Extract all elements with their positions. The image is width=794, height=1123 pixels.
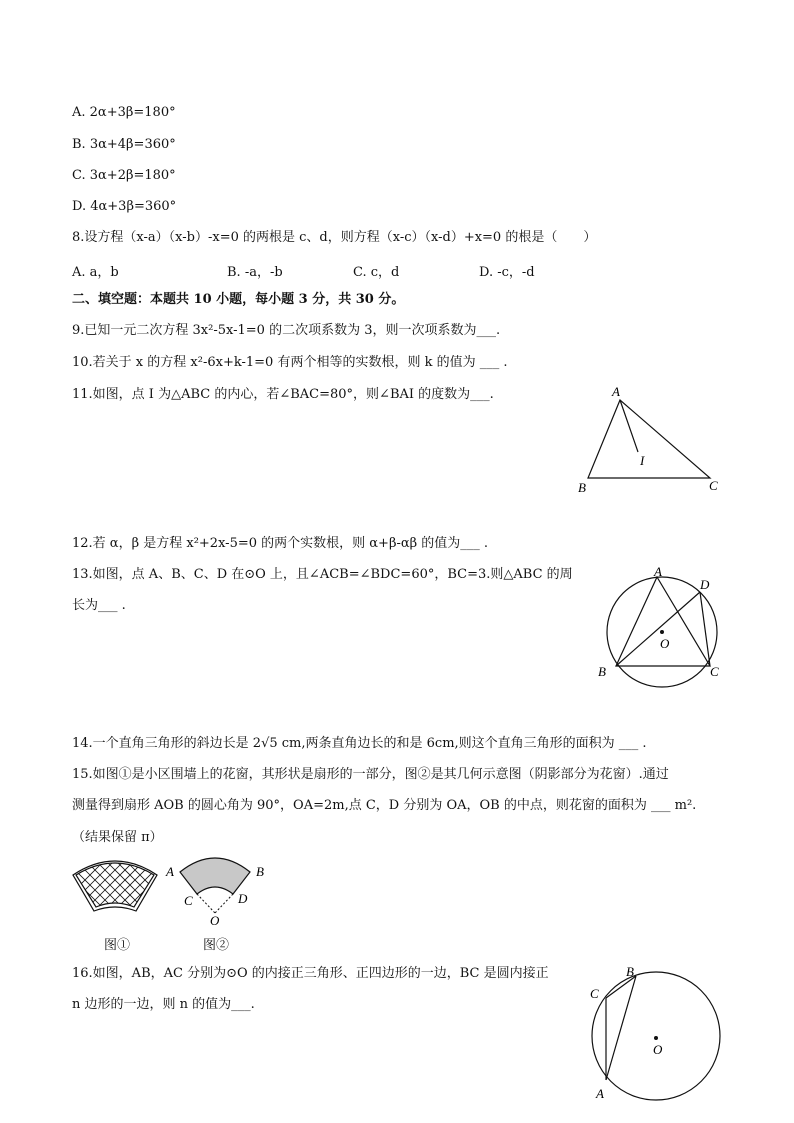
q11-label-i: I	[640, 453, 645, 468]
q15-label-d: D	[238, 891, 248, 906]
q8-option-d: D. -c，-d	[479, 265, 535, 280]
option-a: A. 2α+3β=180°	[72, 105, 176, 120]
q11-label-b: B	[578, 480, 586, 495]
q15-sector-figure	[162, 848, 272, 928]
q15-lattice-figure	[70, 855, 160, 915]
q13-label-a: A	[654, 564, 662, 579]
option-c: C. 3α+2β=180°	[72, 168, 176, 183]
q13-circle-figure	[592, 562, 732, 692]
q13-line2: 长为___ .	[72, 598, 126, 613]
q9-text: 9.已知一元二次方程 3x²-5x-1=0 的二次项系数为 3，则一次项系数为___.	[72, 323, 501, 338]
q11-label-a: A	[612, 384, 620, 399]
q16-label-c: C	[590, 986, 599, 1001]
option-d: D. 4α+3β=360°	[72, 199, 177, 214]
q16-label-a: A	[596, 1086, 604, 1101]
q8-text: 8.设方程（x-a）（x-b）-x=0 的两根是 c、d，则方程（x-c）（x-d）+x=0 的根是（ ）	[72, 230, 597, 245]
q11-text: 11.如图，点 I 为△ABC 的内心，若∠BAC=80°，则∠BAI 的度数为___.	[72, 387, 494, 402]
q14-text: 14.一个直角三角形的斜边长是 2√5 cm,两条直角边长的和是 6cm,则这个直角三角形的面积为 ___ .	[72, 736, 647, 751]
q15-label-a: A	[166, 864, 174, 879]
q15-label-o: O	[210, 913, 220, 928]
q13-label-d: D	[700, 577, 710, 592]
q8-option-a: A. a，b	[72, 265, 119, 280]
q16-label-o: O	[653, 1042, 663, 1057]
q16-line2: n 边形的一边，则 n 的值为___.	[72, 997, 255, 1012]
q15-fig2-caption: 图②	[203, 938, 230, 953]
q15-label-b: B	[256, 864, 264, 879]
q15-line2: 测量得到扇形 AOB 的圆心角为 90°，OA=2m,点 C，D 分别为 OA，OB 的中点，则花窗的面积为 ___ m².	[72, 798, 697, 813]
q13-line1: 13.如图，点 A、B、C、D 在⊙O 上，且∠ACB=∠BDC=60°，BC=3.则△ABC 的周	[72, 567, 573, 582]
q8-option-b: B. -a，-b	[227, 265, 283, 280]
q13-label-b: B	[598, 664, 606, 679]
option-b: B. 3α+4β=360°	[72, 137, 176, 152]
q8-option-c: C. c，d	[353, 265, 400, 280]
q16-line1: 16.如图，AB，AC 分别为⊙O 的内接正三角形、正四边形的一边，BC 是圆内接正	[72, 966, 549, 981]
q16-label-b: B	[626, 964, 634, 979]
q16-circle-figure	[584, 960, 734, 1110]
q15-fig1-caption: 图①	[104, 938, 131, 953]
q12-text: 12.若 α，β 是方程 x²+2x-5=0 的两个实数根，则 α+β-αβ 的值为___ .	[72, 536, 489, 551]
q15-label-c: C	[184, 893, 193, 908]
q15-line1: 15.如图①是小区围墙上的花窗，其形状是扇形的一部分，图②是其几何示意图（阴影部分为花窗）.通过	[72, 767, 669, 782]
q13-label-o: O	[660, 636, 670, 651]
q10-text: 10.若关于 x 的方程 x²-6x+k-1=0 有两个相等的实数根，则 k 的值为 ___ .	[72, 355, 508, 370]
q11-triangle-figure	[570, 380, 730, 500]
q11-label-c: C	[709, 478, 718, 493]
q13-label-c: C	[710, 664, 719, 679]
q15-line3: （结果保留 π）	[72, 830, 163, 845]
section-heading: 二、填空题：本题共 10 小题，每小题 3 分，共 30 分。	[72, 292, 405, 307]
